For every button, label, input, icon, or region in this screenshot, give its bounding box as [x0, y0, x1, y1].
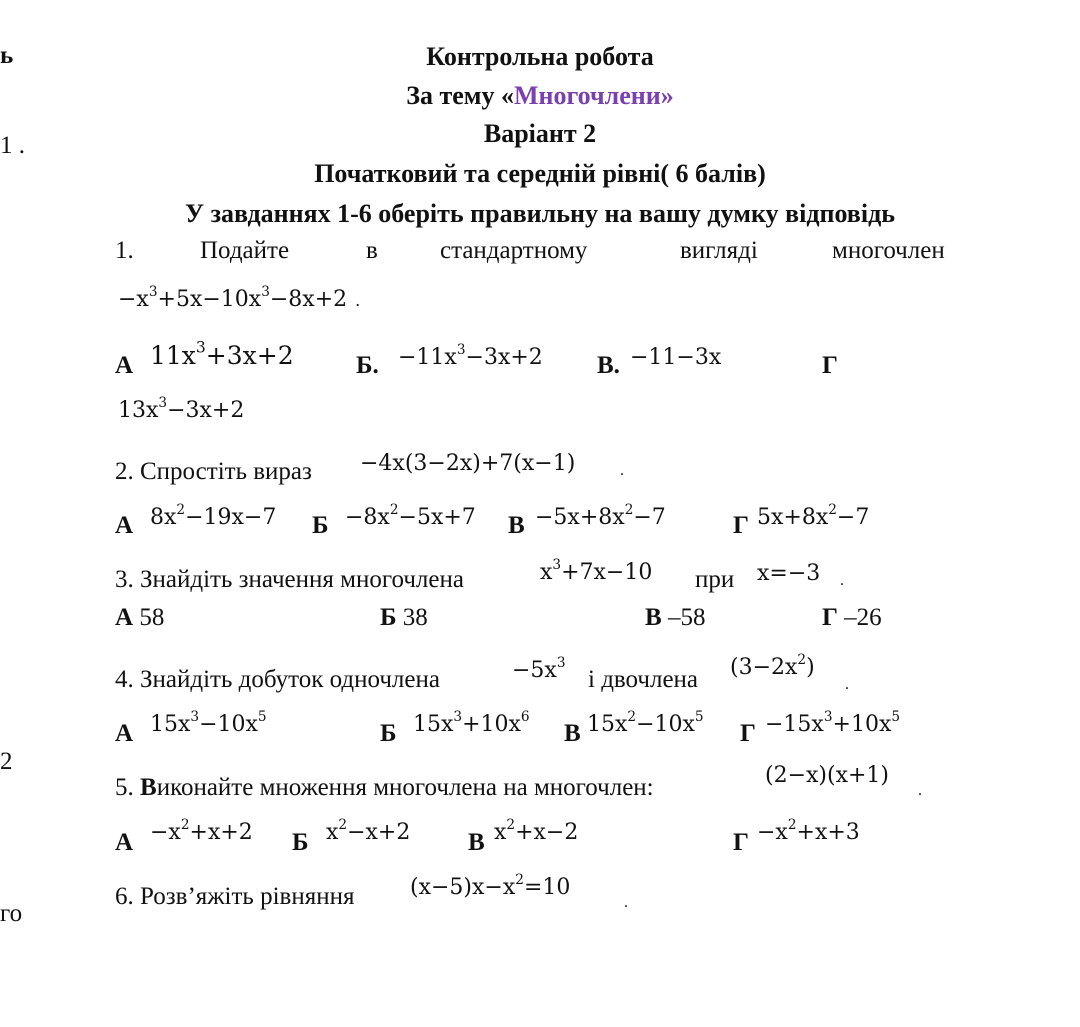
- q1-option-a: $11x^3+3x+2$: [150, 338, 294, 370]
- q2-option-g-label: Г: [733, 512, 749, 539]
- q6-text: 6. Розв’яжіть рівняння: [115, 883, 355, 910]
- instruction: У завданнях 1-6 оберіть правильну на вашу думку відповідь: [185, 199, 895, 228]
- q5-option-v: $x^2+x-2$: [494, 816, 579, 845]
- q2-option-a-label: А: [115, 512, 134, 539]
- edge-fragment-1: ь: [0, 42, 14, 69]
- variant-label: Варіант 2: [483, 119, 597, 148]
- q2-text: 2. Спростіть вираз: [115, 458, 312, 485]
- q4-option-g: $-15x^3+10x^5$: [765, 708, 901, 737]
- q2-period: .: [620, 462, 624, 479]
- q3-text: 3. Знайдіть значення многочлена: [115, 566, 464, 593]
- q1-option-a-label: А: [115, 352, 134, 379]
- q2-expression: −4x(3−2x)+7(x−1): [360, 451, 576, 476]
- q4-monomial: $-5x^3$: [512, 654, 566, 683]
- q1-option-b: $-11x^3-3x+2$: [398, 341, 543, 370]
- q4-option-v: $15x^2-10x^5$: [587, 708, 704, 737]
- q4-binomial: $(3-2x^2)$: [730, 651, 815, 680]
- q3-option-v: В –58: [645, 604, 706, 631]
- q1-word-5: многочлен: [832, 237, 945, 264]
- q3-period: .: [840, 572, 844, 589]
- q1-option-v: −11−3x: [630, 345, 722, 370]
- q2-option-g: $5x+8x^2-7$: [757, 501, 870, 530]
- q5-option-v-label: В: [468, 829, 485, 856]
- topic-prefix: За тему «: [406, 81, 514, 110]
- q3-option-g: Г –26: [822, 604, 882, 631]
- q1-word-3: стандартному: [440, 237, 588, 264]
- q2-option-b: $-8x^2-5x+7$: [345, 501, 476, 530]
- q1-word-2: в: [366, 237, 378, 264]
- q4-option-g-label: Г: [740, 720, 756, 747]
- q5-option-g: $-x^2+x+3$: [757, 816, 860, 845]
- q1-option-g-label: Г: [822, 352, 838, 379]
- page-title: Контрольна робота: [426, 42, 654, 71]
- q4-option-b: $15x^3+10x^6$: [413, 708, 530, 737]
- topic-suffix: »: [660, 81, 674, 110]
- q4-mid-text: і двочлена: [588, 666, 699, 693]
- q5-text: 5. Виконайте множення многочлена на многочлен:: [115, 774, 654, 801]
- q6-period: .: [624, 894, 628, 911]
- q3-value: x=−3: [757, 561, 821, 586]
- topic-line: [0, 81, 1080, 111]
- edge-fragment-2: 1 .: [0, 132, 25, 159]
- q5-option-a-label: А: [115, 829, 134, 856]
- q2-option-v-label: В: [508, 512, 525, 539]
- q2-option-b-label: Б: [312, 512, 329, 539]
- q4-text: 4. Знайдіть добуток одночлена: [115, 666, 440, 693]
- q5-period: .: [918, 782, 922, 799]
- q1-expression: $-x^3+5x-10x^3-8x+2$ .: [118, 283, 361, 312]
- topic-name: Многочлени: [513, 81, 661, 110]
- q4-period: .: [845, 676, 849, 693]
- q3-option-b: Б 38: [380, 604, 428, 631]
- q4-option-a-label: А: [115, 720, 134, 747]
- q5-option-b-label: Б: [292, 829, 309, 856]
- q5-option-a: $-x^2+x+2$: [150, 816, 253, 845]
- q6-expression: $(x-5)x-x^2=10$: [410, 871, 571, 900]
- q4-option-b-label: Б: [380, 720, 397, 747]
- q1-option-b-label: Б.: [356, 352, 379, 379]
- q5-option-g-label: Г: [733, 829, 749, 856]
- q3-expression: $x^3+7x-10$: [540, 556, 653, 585]
- q3-option-a: А 58: [115, 604, 165, 631]
- q1-word-1: Подайте: [200, 237, 290, 264]
- q1-number: 1.: [115, 237, 134, 264]
- edge-fragment-4: го: [0, 900, 23, 927]
- q5-expression: (2−x)(x+1): [765, 763, 890, 788]
- q2-option-a: $8x^2-19x-7$: [150, 501, 277, 530]
- edge-fragment-3: 2: [0, 748, 13, 775]
- q1-word-4: вигляді: [680, 237, 758, 264]
- q1-option-g: $13x^3-3x+2$: [118, 394, 245, 423]
- q4-option-v-label: В: [564, 720, 581, 747]
- q5-option-b: $x^2-x+2$: [326, 816, 411, 845]
- q2-option-v: $-5x+8x^2-7$: [535, 501, 666, 530]
- level-label: Початковий та середній рівні( 6 балів): [314, 159, 766, 188]
- q1-option-v-label: В.: [597, 352, 620, 379]
- q4-option-a: $15x^3-10x^5$: [150, 708, 267, 737]
- q3-at-word: при: [695, 566, 735, 593]
